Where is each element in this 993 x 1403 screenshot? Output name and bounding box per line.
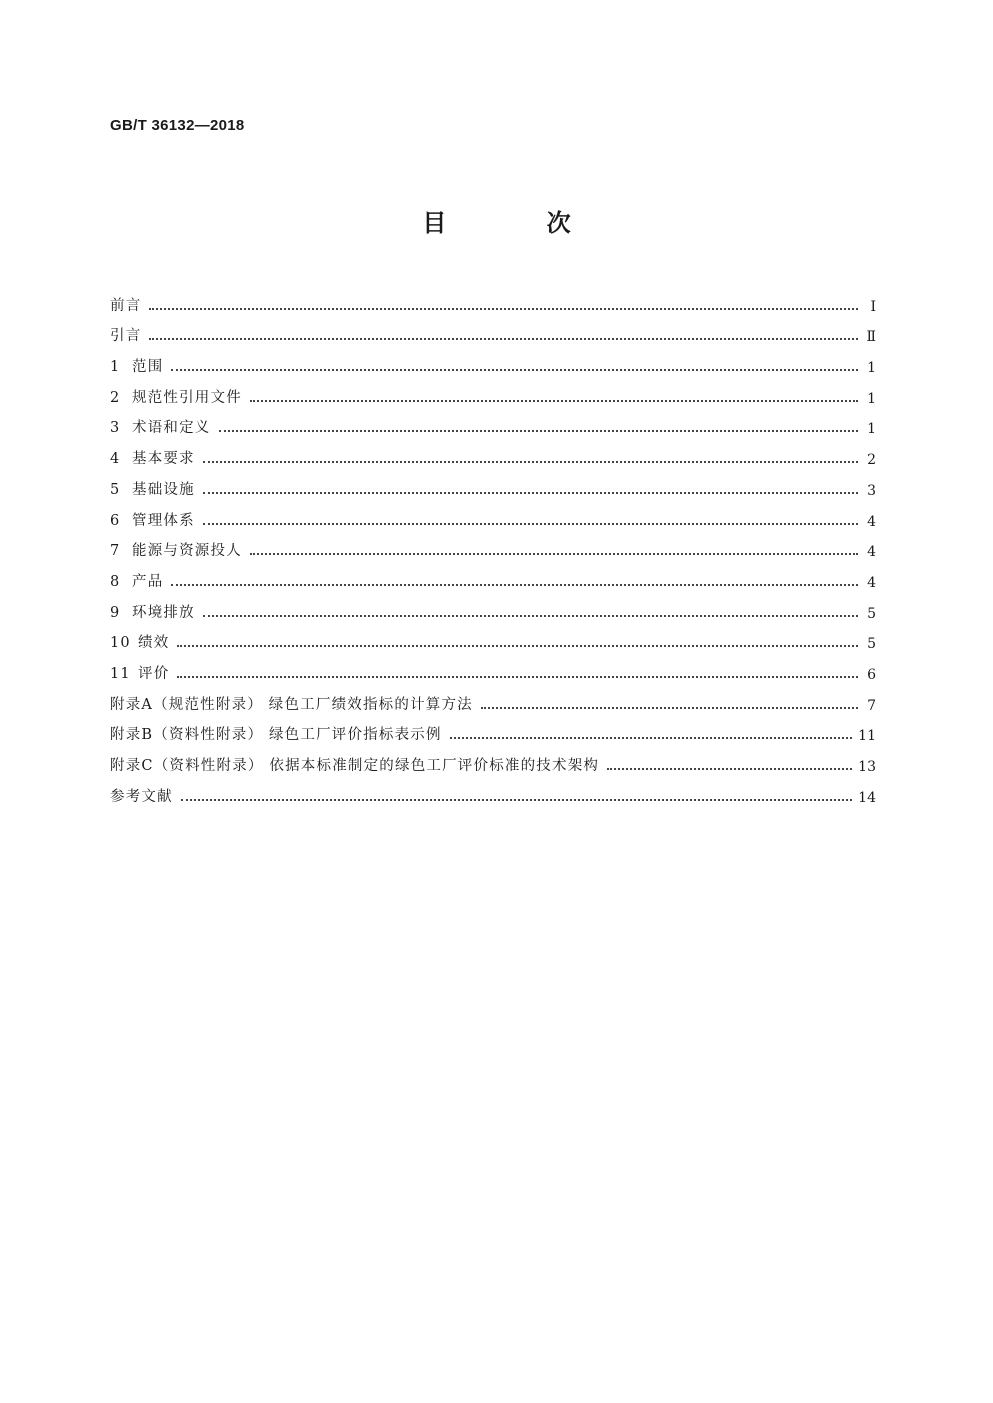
toc-entry-label-group	[110, 355, 163, 376]
table-of-contents	[110, 284, 876, 806]
toc-entry-page-number: 6	[867, 666, 876, 683]
toc-entry-label-group	[110, 509, 195, 530]
toc-dot-leader	[177, 644, 858, 647]
toc-entry-label-group	[110, 386, 242, 407]
toc-entry[interactable]	[110, 622, 876, 653]
toc-entry-label-group	[110, 754, 599, 775]
toc-entry-label-group	[110, 447, 195, 468]
toc-entry-number: 6	[110, 512, 121, 529]
toc-entry-title: 能源与资源投人	[132, 543, 242, 560]
toc-entry-title: 术语和定义	[132, 420, 211, 437]
toc-entry-number: 4	[110, 451, 121, 468]
page-title: 目 次	[422, 209, 617, 237]
toc-entry-page-number: 13	[858, 759, 876, 775]
toc-entry-title: 绩效	[138, 635, 170, 652]
toc-entry[interactable]	[110, 744, 876, 775]
toc-entry-title: 产品	[132, 573, 164, 590]
toc-entry-number: 7	[110, 543, 121, 560]
toc-entry[interactable]	[110, 530, 876, 561]
toc-entry-label-group	[110, 324, 141, 345]
toc-entry-label-group	[110, 723, 442, 744]
toc-entry-label-group	[110, 570, 163, 591]
toc-entry[interactable]	[110, 683, 876, 714]
toc-dot-leader	[250, 399, 858, 402]
toc-entry-number: 11	[110, 665, 131, 682]
toc-entry[interactable]	[110, 345, 876, 376]
toc-entry-page-number: Ⅰ	[870, 298, 876, 315]
toc-dot-leader	[171, 583, 858, 586]
toc-entry-page-number: Ⅱ	[866, 329, 876, 346]
toc-entry-page-number: 3	[867, 482, 876, 499]
toc-entry-page-number: 11	[858, 728, 876, 745]
toc-entry-number: 5	[110, 481, 121, 498]
toc-entry-page-number: 4	[867, 574, 876, 591]
toc-entry-label-group	[110, 416, 211, 437]
toc-entry-title: 附录C（资料性附录） 依据本标准制定的绿色工厂评价标准的技术架构	[110, 758, 600, 774]
toc-entry-page-number: 5	[867, 636, 876, 653]
toc-dot-leader	[181, 798, 852, 801]
toc-entry-number: 1	[110, 359, 121, 376]
toc-entry[interactable]	[110, 376, 876, 407]
toc-dot-leader	[250, 552, 858, 555]
toc-entry[interactable]	[110, 437, 876, 468]
toc-entry[interactable]	[110, 560, 876, 591]
toc-entry-title: 参考文献	[110, 788, 173, 805]
toc-entry-title: 环境排放	[132, 604, 195, 621]
toc-entry-number: 10	[110, 635, 131, 652]
toc-entry-label-group	[110, 478, 195, 499]
toc-entry-page-number: 1	[867, 390, 876, 407]
toc-entry-label-group	[110, 693, 473, 714]
toc-entry-page-number: 4	[867, 513, 876, 530]
toc-entry[interactable]	[110, 499, 876, 530]
toc-entry-title: 评价	[138, 665, 170, 682]
toc-dot-leader	[607, 767, 852, 770]
toc-entry[interactable]	[110, 652, 876, 683]
toc-dot-leader	[203, 460, 858, 463]
toc-entry-label-group	[110, 785, 173, 806]
toc-entry-title: 引言	[110, 328, 142, 345]
toc-entry-number: 2	[110, 389, 121, 406]
toc-entry[interactable]	[110, 468, 876, 499]
toc-entry-label-group	[110, 631, 169, 652]
toc-entry[interactable]	[110, 714, 876, 745]
toc-dot-leader	[450, 736, 853, 739]
toc-dot-leader	[481, 706, 858, 709]
toc-entry-page-number: 1	[867, 421, 876, 438]
toc-entry-page-number: 4	[867, 544, 876, 561]
toc-entry-page-number: 5	[867, 605, 876, 622]
toc-entry-label-group	[110, 662, 169, 683]
toc-entry-title: 基本要求	[132, 451, 195, 468]
toc-dot-leader	[203, 614, 858, 617]
standard-code: GB/T 36132—2018	[110, 117, 245, 134]
toc-entry-title: 范围	[132, 359, 164, 376]
toc-entry-title: 附录B（资料性附录） 绿色工厂评价指标表示例	[110, 727, 442, 744]
toc-entry-title: 基础设施	[132, 481, 195, 498]
toc-entry[interactable]	[110, 775, 876, 806]
toc-dot-leader	[203, 522, 858, 525]
toc-dot-leader	[149, 307, 858, 310]
toc-entry-number: 8	[110, 573, 121, 590]
toc-dot-leader	[203, 491, 858, 494]
toc-entry[interactable]	[110, 315, 876, 346]
toc-entry-page-number: 2	[867, 452, 876, 469]
toc-entry[interactable]	[110, 407, 876, 438]
toc-dot-leader	[219, 429, 859, 432]
toc-entry-number: 3	[110, 420, 121, 437]
toc-entry-page-number: 7	[867, 697, 876, 714]
toc-entry-title: 管理体系	[132, 512, 195, 529]
toc-dot-leader	[149, 337, 858, 340]
toc-entry-number: 9	[110, 604, 121, 621]
toc-entry-label-group	[110, 539, 242, 560]
toc-entry-page-number: 1	[867, 360, 876, 377]
toc-dot-leader	[177, 675, 858, 678]
toc-entry-label-group	[110, 601, 195, 622]
toc-entry-label-group	[110, 294, 141, 315]
toc-dot-leader	[171, 368, 858, 371]
toc-entry[interactable]	[110, 284, 876, 315]
toc-entry-title: 附录A（规范性附录） 绿色工厂绩效指标的计算方法	[110, 696, 473, 713]
toc-entry-title: 规范性引用文件	[132, 389, 242, 406]
toc-entry-page-number: 14	[858, 789, 876, 806]
toc-entry-title: 前言	[110, 297, 142, 314]
toc-entry[interactable]	[110, 591, 876, 622]
